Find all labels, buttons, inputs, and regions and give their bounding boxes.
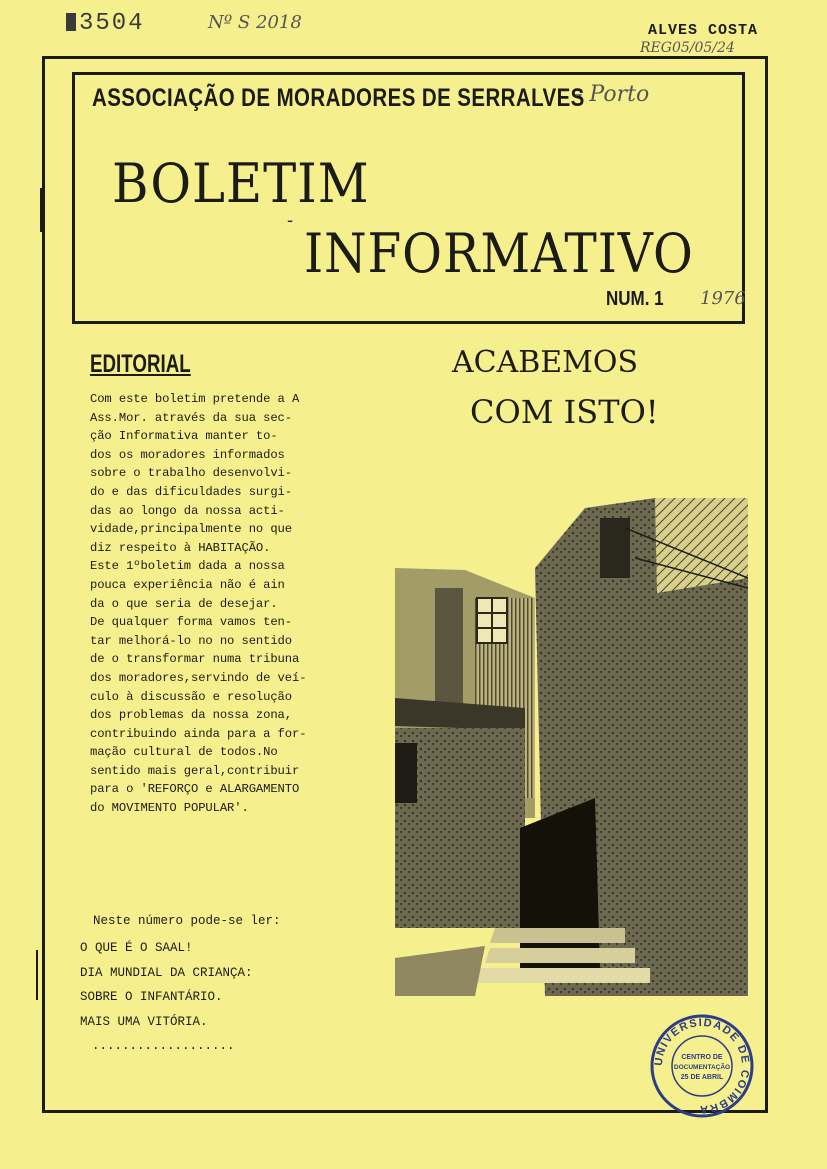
manuscript-number: Nº S 2018 (208, 12, 302, 33)
editorial-line: para o 'REFORÇO e ALARGAMENTO (90, 782, 300, 797)
editorial-body (90, 390, 360, 818)
editorial-line: contribuindo ainda para a for- (90, 726, 307, 741)
editorial-line: das ao longo da nossa acti- (90, 503, 285, 518)
editorial-line: de o transformar numa tribuna (90, 652, 300, 667)
editorial-line: Com este boletim pretende a A (90, 392, 300, 406)
binding-mark (40, 188, 42, 232)
editorial-line: ção Informativa manter to- (90, 429, 278, 444)
title-line-2: INFORMATIVO (304, 222, 694, 285)
editorial-line: dos moradores,servindo de veí- (90, 670, 307, 685)
editorial-line: da o que seria de desejar. (90, 596, 278, 611)
list-item: ................... (92, 1039, 235, 1054)
binding-mark (36, 950, 38, 1000)
editorial-line: vidade,principalmente no que (90, 522, 292, 537)
editorial-line: mação cultural de todos.No (90, 745, 278, 760)
university-seal (650, 1014, 754, 1118)
editorial-line: sobre o trabalho desenvolvi- (90, 466, 292, 481)
editorial-line: dos problemas da nossa zona, (90, 708, 292, 723)
street-photo (395, 498, 748, 996)
seal-center-line-3: 25 DE ABRIL (680, 1074, 724, 1081)
editorial-line: pouca experiência não é ain (90, 577, 285, 592)
association-name: ASSOCIAÇÃO DE MORADORES DE SERRALVES (92, 84, 585, 112)
collection-stamp: ALVES COSTA (648, 22, 759, 39)
city-note: - Porto (575, 82, 650, 107)
editorial-line: culo à discussão e resolução (90, 689, 292, 704)
seal-stamp-icon (650, 1014, 754, 1118)
seal-ring-text: UNIVERSIDADE DE COIMBRA (652, 1016, 752, 1116)
title-dash: - (287, 210, 294, 231)
editorial-line: De qualquer forma vamos ten- (90, 615, 292, 630)
editorial-line: sentido mais geral,contribuir (90, 763, 300, 778)
list-item: O QUE É O SAAL! (80, 941, 193, 955)
editorial-line: diz respeito à HABITAÇÃO. (90, 540, 271, 555)
editorial-line: Este 1ºboletim dada a nossa (90, 559, 285, 574)
list-item: MAIS UMA VITÓRIA. (80, 1014, 208, 1029)
year-note: 1976 (700, 288, 746, 309)
title-line-1: BOLETIM (112, 152, 370, 215)
issue-number: NUM. 1 (606, 288, 664, 310)
photo-image (395, 498, 748, 996)
headline-line-2: COM ISTO! (470, 393, 659, 431)
list-item: DIA MUNDIAL DA CRIANÇA: (80, 965, 253, 980)
archive-mark-icon (66, 13, 76, 31)
editorial-line: dos os moradores informados (90, 447, 285, 462)
contents-list (80, 936, 253, 1059)
register-reference: REG05/05/24 (640, 40, 735, 56)
contents-intro: Neste número pode-se ler: (93, 914, 281, 928)
editorial-line: do MOVIMENTO POPULAR'. (90, 801, 249, 816)
editorial-line: tar melhorá-lo no no sentido (90, 633, 292, 648)
seal-center-line-2: DOCUMENTAÇÃO (673, 1064, 731, 1071)
editorial-line: do e das dificuldades surgi- (90, 484, 292, 499)
archive-number: 3504 (66, 10, 145, 37)
editorial-heading: EDITORIAL (90, 350, 191, 378)
headline-line-1: ACABEMOS (451, 345, 639, 380)
seal-center-line-1: CENTRO DE (681, 1054, 723, 1061)
list-item: SOBRE O INFANTÁRIO. (80, 990, 223, 1005)
editorial-line: Ass.Mor. através da sua sec- (90, 410, 292, 425)
